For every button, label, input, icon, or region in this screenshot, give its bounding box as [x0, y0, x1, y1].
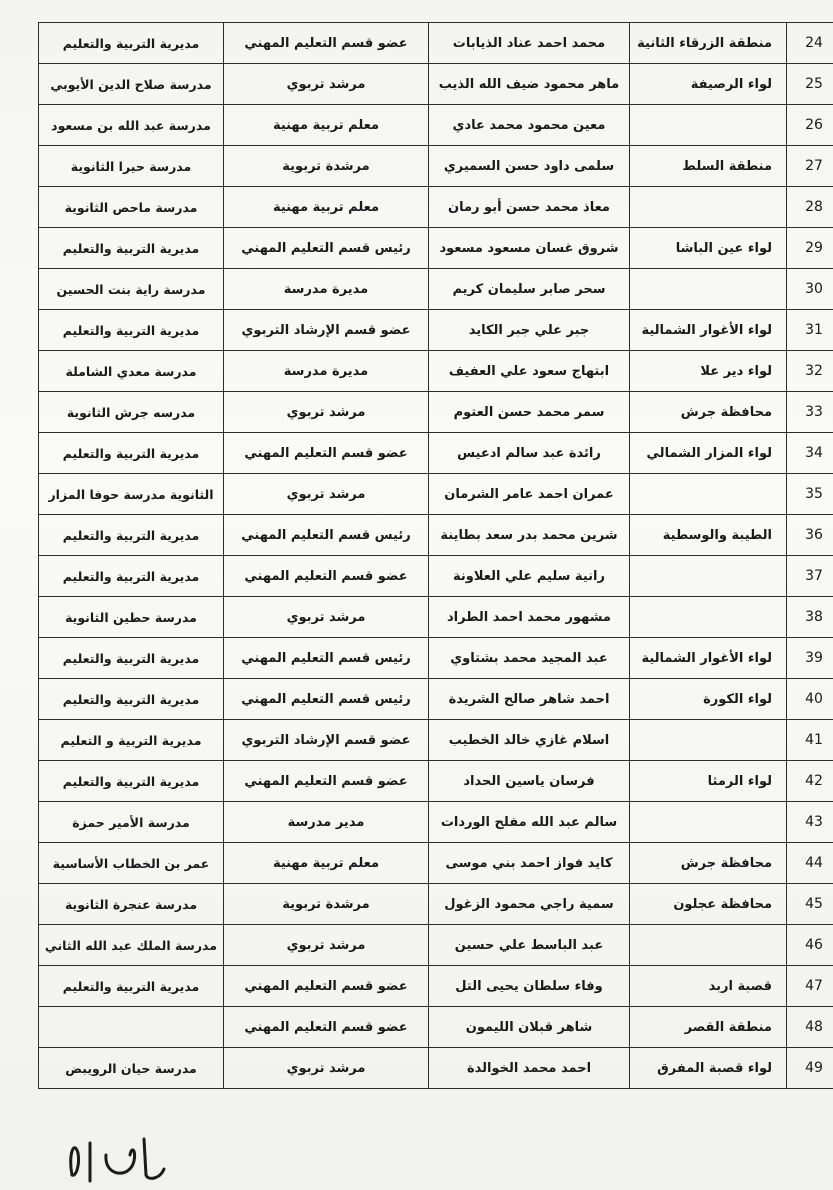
- row-number-cell: 25: [787, 64, 833, 105]
- row-number-cell: 39: [787, 638, 833, 679]
- row-number-cell: 30: [787, 269, 833, 310]
- participants-table-body: [39, 23, 833, 1089]
- school-cell: مدرسة ماحص الثانوية: [39, 187, 224, 228]
- job-title-cell: رئيس قسم التعليم المهني: [224, 515, 429, 556]
- table-row: [39, 843, 833, 884]
- job-title-cell: عضو قسم التعليم المهني: [224, 966, 429, 1007]
- row-number-cell: 45: [787, 884, 833, 925]
- region-cell: لواء الكورة: [630, 679, 787, 720]
- name-cell: وفاء سلطان يحيى التل: [429, 966, 630, 1007]
- row-number-cell: 28: [787, 187, 833, 228]
- name-cell: كايد فواز احمد بني موسى: [429, 843, 630, 884]
- school-cell: عمر بن الخطاب الأساسية: [39, 843, 224, 884]
- school-cell: مديرية التربية والتعليم: [39, 310, 224, 351]
- school-cell: مدرسة حيان الرويبض: [39, 1048, 224, 1089]
- school-cell: مديرية التربية والتعليم: [39, 515, 224, 556]
- row-number-cell: 35: [787, 474, 833, 515]
- name-cell: رائدة عبد سالم ادعيس: [429, 433, 630, 474]
- job-title-cell: مرشد تربوي: [224, 597, 429, 638]
- row-number-cell: 27: [787, 146, 833, 187]
- region-cell: [630, 269, 787, 310]
- region-cell: لواء الأغوار الشمالية: [630, 310, 787, 351]
- region-cell: لواء عين الباشا: [630, 228, 787, 269]
- name-cell: رانية سليم علي العلاونة: [429, 556, 630, 597]
- school-cell: مديرية التربية والتعليم: [39, 228, 224, 269]
- region-cell: [630, 597, 787, 638]
- job-title-cell: عضو قسم التعليم المهني: [224, 1007, 429, 1048]
- region-cell: لواء قصبة المفرق: [630, 1048, 787, 1089]
- region-cell: منطقة السلط: [630, 146, 787, 187]
- school-cell: مدرسة معدي الشاملة: [39, 351, 224, 392]
- row-number-cell: 29: [787, 228, 833, 269]
- name-cell: شروق غسان مسعود مسعود: [429, 228, 630, 269]
- table-row: [39, 802, 833, 843]
- row-number-cell: 31: [787, 310, 833, 351]
- table-row: [39, 720, 833, 761]
- school-cell: مديرية التربية والتعليم: [39, 23, 224, 64]
- job-title-cell: رئيس قسم التعليم المهني: [224, 228, 429, 269]
- row-number-cell: 38: [787, 597, 833, 638]
- job-title-cell: مرشد تربوي: [224, 64, 429, 105]
- region-cell: قصبة اربد: [630, 966, 787, 1007]
- table-row: [39, 64, 833, 105]
- row-number-cell: 46: [787, 925, 833, 966]
- row-number-cell: 48: [787, 1007, 833, 1048]
- name-cell: شرين محمد بدر سعد بطاينة: [429, 515, 630, 556]
- school-cell: مدرسة الملك عبد الله الثاني: [39, 925, 224, 966]
- table-row: [39, 146, 833, 187]
- job-title-cell: مرشد تربوي: [224, 1048, 429, 1089]
- job-title-cell: مرشد تربوي: [224, 474, 429, 515]
- name-cell: احمد شاهر صالح الشريدة: [429, 679, 630, 720]
- table-row: [39, 515, 833, 556]
- school-cell: الثانوية مدرسة حوفا المزار: [39, 474, 224, 515]
- row-number-cell: 41: [787, 720, 833, 761]
- job-title-cell: معلم تربية مهنية: [224, 843, 429, 884]
- region-cell: لواء دير علا: [630, 351, 787, 392]
- region-cell: [630, 720, 787, 761]
- row-number-cell: 49: [787, 1048, 833, 1089]
- job-title-cell: رئيس قسم التعليم المهني: [224, 638, 429, 679]
- region-cell: لواء المزار الشمالي: [630, 433, 787, 474]
- school-cell: مدرسة الأمير حمزة: [39, 802, 224, 843]
- region-cell: [630, 187, 787, 228]
- name-cell: جبر علي جبر الكايد: [429, 310, 630, 351]
- job-title-cell: مرشدة تربوية: [224, 146, 429, 187]
- job-title-cell: مديرة مدرسة: [224, 269, 429, 310]
- name-cell: شاهر قبلان الليمون: [429, 1007, 630, 1048]
- name-cell: ابتهاج سعود علي العفيف: [429, 351, 630, 392]
- school-cell: مديرية التربية و التعليم: [39, 720, 224, 761]
- table-row: [39, 351, 833, 392]
- table-row: [39, 1048, 833, 1089]
- name-cell: عمران احمد عامر الشرمان: [429, 474, 630, 515]
- row-number-cell: 32: [787, 351, 833, 392]
- region-cell: الطيبة والوسطية: [630, 515, 787, 556]
- job-title-cell: عضو قسم الإرشاد التربوي: [224, 310, 429, 351]
- row-number-cell: 24: [787, 23, 833, 64]
- name-cell: سلمى داود حسن السميري: [429, 146, 630, 187]
- name-cell: اسلام غازي خالد الخطيب: [429, 720, 630, 761]
- table-row: [39, 884, 833, 925]
- school-cell: مدرسة عبد الله بن مسعود: [39, 105, 224, 146]
- job-title-cell: معلم تربية مهنية: [224, 105, 429, 146]
- table-row: [39, 966, 833, 1007]
- job-title-cell: مرشد تربوي: [224, 925, 429, 966]
- name-cell: ماهر محمود ضيف الله الذيب: [429, 64, 630, 105]
- job-title-cell: مديرة مدرسة: [224, 351, 429, 392]
- table-row: [39, 228, 833, 269]
- name-cell: مشهور محمد احمد الطراد: [429, 597, 630, 638]
- job-title-cell: عضو قسم التعليم المهني: [224, 761, 429, 802]
- table-row: [39, 474, 833, 515]
- table-row: [39, 638, 833, 679]
- region-cell: [630, 474, 787, 515]
- region-cell: محافظة جرش: [630, 392, 787, 433]
- school-cell: مدرسة راية بنت الحسين: [39, 269, 224, 310]
- row-number-cell: 33: [787, 392, 833, 433]
- row-number-cell: 47: [787, 966, 833, 1007]
- row-number-cell: 26: [787, 105, 833, 146]
- region-cell: [630, 802, 787, 843]
- school-cell: مدرسة حطين الثانوية: [39, 597, 224, 638]
- region-cell: منطقة القصر: [630, 1007, 787, 1048]
- name-cell: محمد احمد عناد الذيابات: [429, 23, 630, 64]
- name-cell: سالم عبد الله مفلح الوردات: [429, 802, 630, 843]
- table-row: [39, 1007, 833, 1048]
- job-title-cell: عضو قسم التعليم المهني: [224, 23, 429, 64]
- job-title-cell: معلم تربية مهنية: [224, 187, 429, 228]
- table-row: [39, 433, 833, 474]
- name-cell: عبد المجيد محمد بشتاوي: [429, 638, 630, 679]
- school-cell: مدرسة عنجرة الثانوية: [39, 884, 224, 925]
- school-cell: مديرية التربية والتعليم: [39, 679, 224, 720]
- school-cell: مديرية التربية والتعليم: [39, 433, 224, 474]
- region-cell: لواء الرصيفة: [630, 64, 787, 105]
- job-title-cell: رئيس قسم التعليم المهني: [224, 679, 429, 720]
- region-cell: لواء الرمثا: [630, 761, 787, 802]
- region-cell: محافظة جرش: [630, 843, 787, 884]
- row-number-cell: 36: [787, 515, 833, 556]
- name-cell: معاذ محمد حسن أبو رمان: [429, 187, 630, 228]
- school-cell: مديرية التربية والتعليم: [39, 966, 224, 1007]
- job-title-cell: مدير مدرسة: [224, 802, 429, 843]
- table-row: [39, 925, 833, 966]
- job-title-cell: مرشد تربوي: [224, 392, 429, 433]
- school-cell: مديرية التربية والتعليم: [39, 556, 224, 597]
- row-number-cell: 43: [787, 802, 833, 843]
- school-cell: [39, 1007, 224, 1048]
- region-cell: [630, 556, 787, 597]
- name-cell: فرسان ياسين الحداد: [429, 761, 630, 802]
- region-cell: [630, 105, 787, 146]
- region-cell: منطقة الزرقاء الثانية: [630, 23, 787, 64]
- school-cell: مدرسه جرش الثانوية: [39, 392, 224, 433]
- table-row: [39, 392, 833, 433]
- row-number-cell: 34: [787, 433, 833, 474]
- table-row: [39, 679, 833, 720]
- name-cell: سمر محمد حسن العتوم: [429, 392, 630, 433]
- school-cell: مديرية التربية والتعليم: [39, 761, 224, 802]
- table-row: [39, 105, 833, 146]
- table-row: [39, 556, 833, 597]
- participants-table: [38, 22, 833, 1089]
- row-number-cell: 44: [787, 843, 833, 884]
- row-number-cell: 37: [787, 556, 833, 597]
- name-cell: عبد الباسط علي حسين: [429, 925, 630, 966]
- job-title-cell: عضو قسم التعليم المهني: [224, 556, 429, 597]
- row-number-cell: 40: [787, 679, 833, 720]
- school-cell: مدرسة حيرا الثانوية: [39, 146, 224, 187]
- region-cell: [630, 925, 787, 966]
- job-title-cell: مرشدة تربوية: [224, 884, 429, 925]
- table-row: [39, 310, 833, 351]
- table-row: [39, 23, 833, 64]
- table-row: [39, 269, 833, 310]
- name-cell: معين محمود محمد عادي: [429, 105, 630, 146]
- table-row: [39, 597, 833, 638]
- job-title-cell: عضو قسم التعليم المهني: [224, 433, 429, 474]
- school-cell: مديرية التربية والتعليم: [39, 638, 224, 679]
- table-row: [39, 761, 833, 802]
- job-title-cell: عضو قسم الإرشاد التربوي: [224, 720, 429, 761]
- school-cell: مدرسة صلاح الدين الأيوبي: [39, 64, 224, 105]
- handwritten-signature: [60, 1125, 180, 1185]
- row-number-cell: 42: [787, 761, 833, 802]
- name-cell: سمية راجي محمود الزغول: [429, 884, 630, 925]
- name-cell: سحر صابر سليمان كريم: [429, 269, 630, 310]
- region-cell: لواء الأغوار الشمالية: [630, 638, 787, 679]
- table-row: [39, 187, 833, 228]
- region-cell: محافظة عجلون: [630, 884, 787, 925]
- name-cell: احمد محمد الخوالدة: [429, 1048, 630, 1089]
